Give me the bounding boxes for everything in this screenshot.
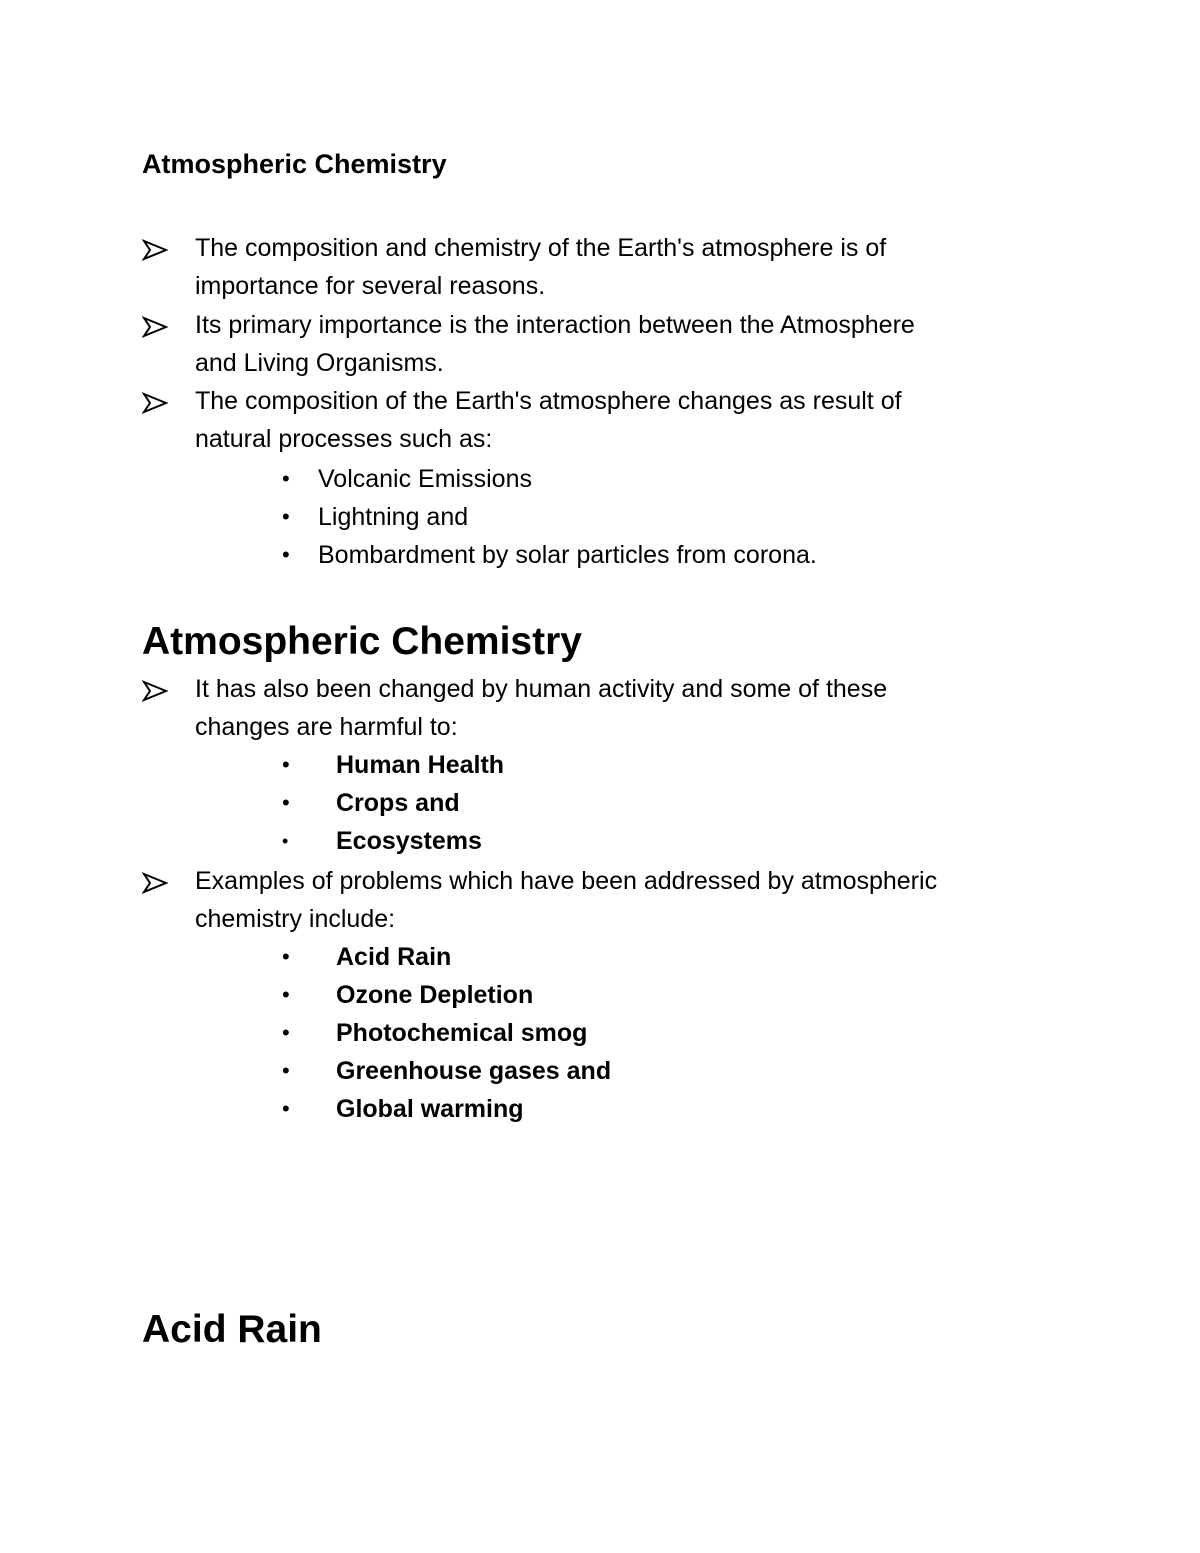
round-bullet-icon: • — [282, 790, 290, 815]
arrow-bullet-icon — [142, 229, 172, 267]
arrow-bullet-icon — [142, 670, 172, 708]
example-item: Ozone Depletion — [336, 981, 534, 1009]
round-bullet-icon: • — [282, 944, 290, 969]
round-bullet-icon: • — [282, 1058, 290, 1083]
round-bullet-icon: • — [282, 831, 289, 851]
section1-title: Atmospheric Chemistry — [142, 149, 447, 179]
section2-point1-line1: It has also been changed by human activity and some of these — [195, 675, 888, 703]
arrow-bullet-icon — [142, 382, 172, 420]
section1-subitem: Volcanic Emissions — [318, 465, 532, 493]
section1-point1-line1: The composition and chemistry of the Earth's atmosphere is of — [195, 234, 887, 262]
example-item: Photochemical smog — [336, 1019, 588, 1047]
round-bullet-icon: • — [282, 542, 290, 567]
section3-title: Acid Rain — [142, 1308, 322, 1351]
harmful-item: Human Health — [336, 751, 505, 779]
round-bullet-icon: • — [282, 752, 290, 777]
section1-point1-line2: importance for several reasons. — [195, 272, 546, 300]
example-item: Greenhouse gases and — [336, 1057, 612, 1085]
section1-point3-line1: The composition of the Earth's atmosphere changes as result of — [195, 387, 902, 415]
section1-point3-line2: natural processes such as: — [195, 425, 493, 453]
harmful-item: Ecosystems — [336, 827, 482, 855]
round-bullet-icon: • — [282, 466, 290, 491]
round-bullet-icon: • — [282, 1096, 290, 1121]
section2-point2-line2: chemistry include: — [195, 905, 396, 933]
section1-subitem: Bombardment by solar particles from corona. — [318, 541, 817, 569]
example-item: Global warming — [336, 1095, 524, 1123]
example-item: Acid Rain — [336, 943, 452, 971]
section1-point2-line1: Its primary importance is the interaction between the Atmosphere — [195, 311, 915, 339]
arrow-bullet-icon — [142, 862, 172, 900]
round-bullet-icon: • — [282, 1020, 290, 1045]
round-bullet-icon: • — [282, 982, 290, 1007]
section1-subitem: Lightning and — [318, 503, 469, 531]
section1-point2-line2: and Living Organisms. — [195, 349, 444, 377]
harmful-item: Crops and — [336, 789, 460, 817]
arrow-bullet-icon — [142, 306, 172, 344]
round-bullet-icon: • — [282, 504, 290, 529]
section2-point2-line1: Examples of problems which have been addressed by atmospheric — [195, 867, 938, 895]
section2-point1-line2: changes are harmful to: — [195, 713, 458, 741]
section2-title: Atmospheric Chemistry — [142, 620, 582, 663]
